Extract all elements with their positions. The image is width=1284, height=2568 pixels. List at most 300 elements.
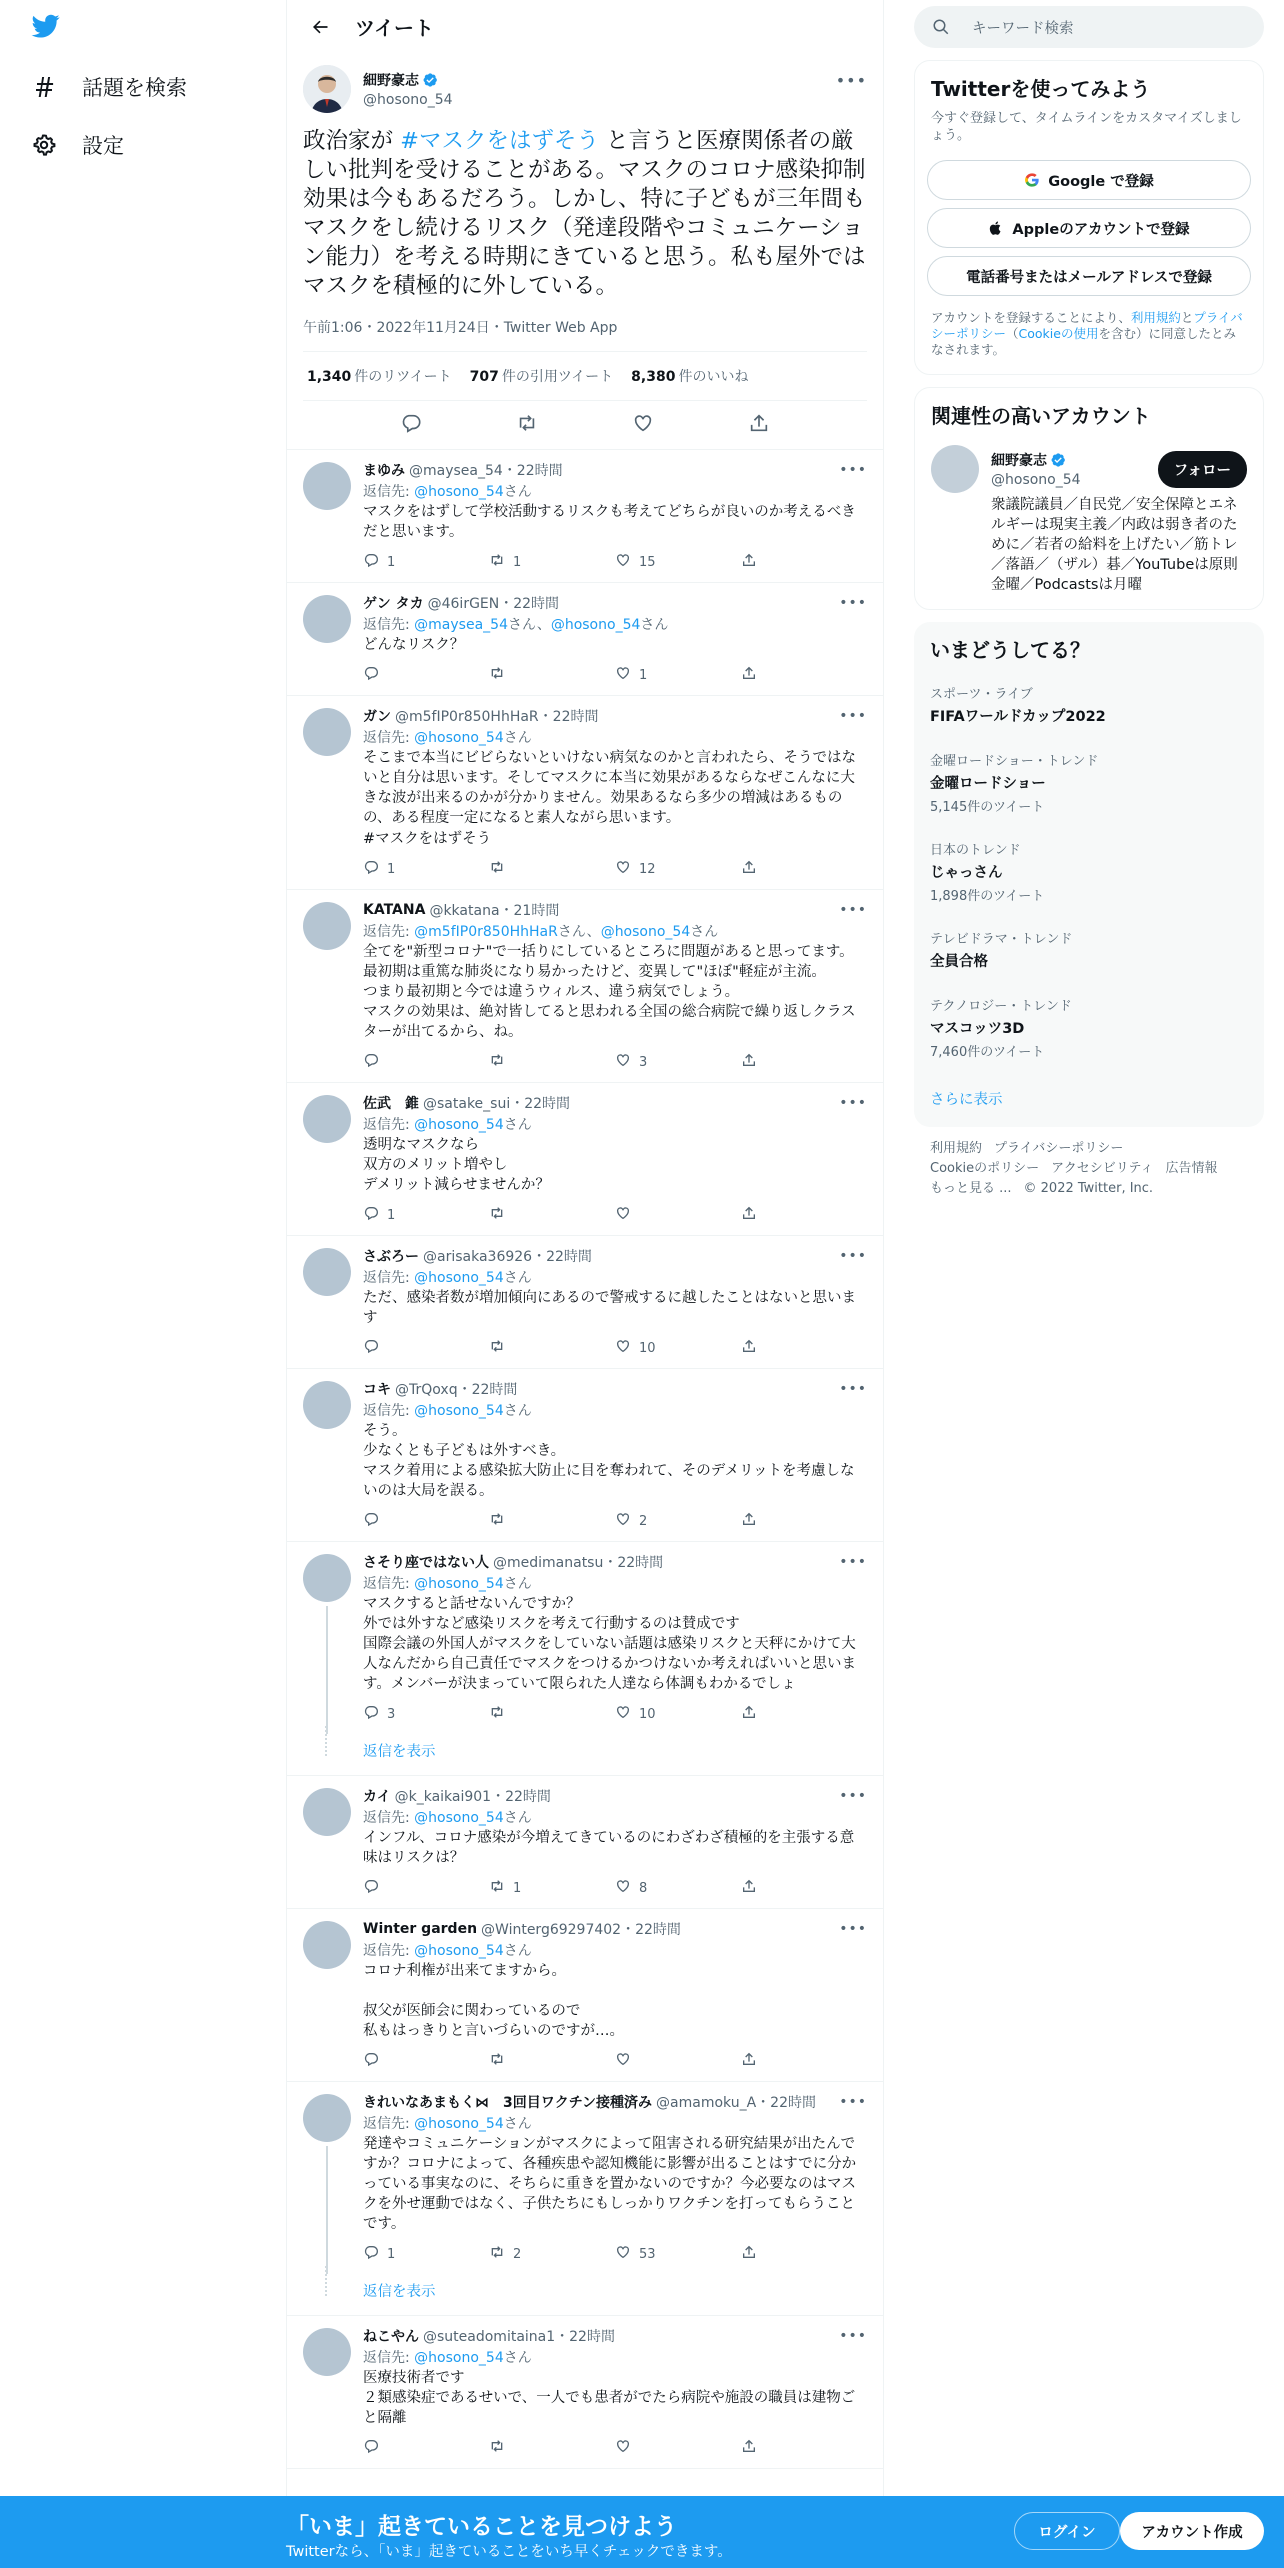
reply-count: 1: [387, 554, 396, 570]
privacy-link[interactable]: プライバシーポリシー: [931, 310, 1243, 341]
search-placeholder: キーワード検索: [972, 20, 1074, 37]
tweet-timestamp[interactable]: 午前1:06・2022年11月24日・Twitter Web App: [303, 320, 618, 336]
like-icon: [615, 1052, 639, 1072]
reply-text: 医療技術者です ２類感染症であるせいで、一人でも患者がでたら病院や施設の職員は建物ごと隔離: [363, 2370, 856, 2426]
reply-to: [363, 481, 867, 501]
reply-author-name[interactable]: まゆみ: [363, 463, 405, 479]
like-count: 10: [639, 1340, 656, 1356]
reply-count: 1: [387, 861, 396, 877]
reply-to-link[interactable]: @hosono_54: [414, 1576, 504, 1592]
page-title: ツイート: [355, 16, 434, 40]
trend-category: 金曜ロードショー・トレンド: [930, 754, 1099, 769]
reply-to-prefix: 返信先:: [363, 1576, 415, 1592]
reply-text: マスクをはずして学校活動するリスクも考えてどちらが良いのか考えるべきだと思います。: [363, 504, 856, 540]
reply-text: そこまで本当にビビらないといけない病気なのかと言われたら、そうではないと自分は思います。そしてマスクに本当に効果があるならなぜこんなに大きな波が出来るのかが分かりません。効果あるなら多少の増減はあるものの、ある程度一定になると素人ながら思います。: [363, 750, 856, 826]
share-button[interactable]: [741, 1205, 867, 1225]
hashtag-icon: [30, 73, 58, 101]
like-button[interactable]: [615, 1511, 741, 1531]
like-icon: [615, 1205, 639, 1225]
retweet-icon: [489, 552, 513, 572]
show-replies-label: 返信を表示: [363, 1744, 436, 1760]
reply-to-mid: さん、: [507, 617, 551, 633]
reply-button[interactable]: [363, 2051, 489, 2071]
apple-signup-label: Appleのアカウントで登録: [1012, 221, 1190, 238]
like-button[interactable]: [615, 1704, 741, 1724]
reply-to: [363, 1114, 867, 1134]
reply-to-prefix: 返信先:: [363, 1943, 415, 1959]
related-title: 関連性の高いアカウント: [931, 404, 1151, 428]
trend-count: 7,460件のツイート: [930, 1045, 1045, 1060]
phone-email-signup-button[interactable]: [927, 256, 1251, 296]
google-signup-label: Google で登録: [1048, 173, 1154, 190]
author-name[interactable]: [363, 70, 453, 90]
twitter-logo-icon[interactable]: [30, 12, 70, 52]
like-icon: [615, 2438, 639, 2458]
retweet-button[interactable]: [489, 1052, 615, 1072]
login-button[interactable]: ログイン: [1014, 2512, 1120, 2550]
reply-tweet[interactable]: [287, 1542, 883, 1734]
reply-text: コロナ利権が出来てますから。 叔父が医師会に関わっているので 私もはっきりと言いづらいのですが…。: [363, 1963, 624, 2039]
share-icon: [741, 552, 765, 572]
verified-badge-icon: [422, 72, 438, 88]
avatar[interactable]: [303, 2094, 351, 2142]
share-button[interactable]: [741, 2051, 867, 2071]
avatar[interactable]: [303, 1554, 351, 1602]
like-count: 2: [639, 1513, 648, 1529]
google-signup-button[interactable]: [927, 160, 1251, 200]
reply-author-name[interactable]: 佐武 錐: [363, 1096, 419, 1112]
share-button[interactable]: [741, 552, 867, 572]
more-options-icon[interactable]: •••: [839, 1554, 867, 1570]
reply-tweet[interactable]: [287, 890, 883, 1083]
trend-name: 全員合格: [930, 954, 988, 970]
reply-to-prefix: 返信先:: [363, 1117, 415, 1133]
reply-actions: [363, 2438, 867, 2458]
share-icon: [741, 1205, 765, 1225]
reply-to-link[interactable]: @hosono_54: [414, 1117, 504, 1133]
avatar[interactable]: [303, 902, 351, 950]
avatar[interactable]: [303, 708, 351, 756]
related-account[interactable]: [915, 437, 1263, 609]
reply-actions: [363, 665, 867, 685]
share-button[interactable]: [741, 859, 867, 879]
like-button[interactable]: [615, 2438, 741, 2458]
retweet-button[interactable]: [489, 2051, 615, 2071]
retweet-button[interactable]: [489, 1338, 615, 1358]
trend-name: 金曜ロードショー: [930, 776, 1046, 792]
reply-to-link[interactable]: @maysea_54: [414, 617, 508, 633]
reply-actions: [363, 552, 867, 572]
reply-to-prefix: 返信先:: [363, 2350, 415, 2366]
retweet-button[interactable]: [489, 1704, 615, 1724]
retweet-icon: [489, 2244, 513, 2264]
more-options-icon[interactable]: •••: [835, 71, 867, 90]
like-button[interactable]: [615, 552, 741, 572]
retweet-icon: [489, 665, 513, 685]
reply-text: 全てを"新型コロナ"で一括りにしているところに問題があると思ってます。 最初期は重篤な肺炎になり易かったけど、変異して"ほぼ"軽症が主流。 つまり最初期と今では違うウィルス、違う病気でしょう。 マスクの効果は、絶対皆してると思われる全国の総合病院で繰り返しクラスターが出てるから、ね。: [363, 944, 856, 1040]
share-button[interactable]: [741, 2244, 867, 2264]
cookie-link[interactable]: Cookieの使用: [1018, 326, 1099, 341]
reply-to-link[interactable]: @hosono_54: [414, 730, 504, 746]
retweet-count: 1: [513, 554, 522, 570]
reply-to-suffix: さん: [503, 2350, 532, 2366]
reply-button[interactable]: [363, 2244, 489, 2264]
like-button[interactable]: [615, 1878, 741, 1898]
reply-to-mid: さん、: [557, 924, 601, 940]
more-options-icon[interactable]: •••: [839, 462, 867, 478]
more-options-icon[interactable]: •••: [839, 2094, 867, 2110]
main-column: [286, 0, 884, 2568]
trend-item[interactable]: [914, 671, 1264, 738]
more-options-icon[interactable]: •••: [839, 1788, 867, 1804]
reply-to-link[interactable]: @m5fIP0r850HhHaR: [414, 924, 558, 940]
like-count-label: 件のいいね: [678, 369, 749, 385]
reply-to: [363, 1267, 867, 1287]
reply-to: [363, 921, 867, 941]
reply-meta: @Winterg69297402・22時間: [481, 1922, 681, 1938]
google-icon: [1024, 172, 1040, 188]
reply-tweet[interactable]: [287, 1909, 883, 2082]
show-replies-link[interactable]: [287, 2274, 883, 2316]
more-options-icon[interactable]: •••: [839, 595, 867, 611]
reply-text: どんなリスク？: [363, 637, 465, 653]
reply-author-name[interactable]: さぶろー: [363, 1249, 419, 1265]
legal-suffix: を含む）に同意したとみなされます。: [931, 326, 1236, 357]
reply-to-prefix: 返信先:: [363, 1810, 415, 1826]
reply-author-name[interactable]: きれいなあまもく⋈ 3回目ワクチン接種済み: [363, 2095, 653, 2111]
back-arrow-icon[interactable]: [303, 10, 337, 44]
share-icon: [741, 859, 765, 879]
like-count: 12: [639, 861, 656, 877]
thread-dots: [325, 2266, 327, 2296]
reply-to-suffix: さん: [503, 2116, 532, 2132]
reply-tweet[interactable]: [287, 2316, 883, 2469]
reply-text: 透明なマスクなら 双方のメリット増やし デメリット減らせませんか？: [363, 1137, 550, 1193]
like-button[interactable]: [615, 1205, 741, 1225]
avatar[interactable]: [303, 1788, 351, 1836]
reply-count: 1: [387, 2246, 396, 2262]
thread-line: [326, 1606, 328, 1734]
reply-to: [363, 1400, 867, 1420]
footer-privacy[interactable]: プライバシーポリシー: [994, 1141, 1124, 1156]
avatar[interactable]: [303, 462, 351, 510]
reply-icon: [363, 1878, 387, 1898]
legal-prefix: アカウントを登録することにより、: [931, 310, 1131, 325]
related-accounts-panel: [914, 387, 1264, 610]
reply-icon: [363, 859, 387, 879]
footer: [914, 1127, 1264, 1211]
reply-text: マスクすると話せないんですか？ 外では外すなど感染リスクを考えて行動するのは賛成です 国際会議の外国人がマスクをしていない話題は感染リスクと天秤にかけて大人なんだから自己責任でマスクをつけるかつけないか考えればいいと思います。メンバーが決まっていて限られた人達なら体調もわかるでしょ: [363, 1596, 856, 1692]
more-options-icon[interactable]: •••: [839, 902, 867, 918]
like-button[interactable]: [615, 1338, 741, 1358]
reply-to-link[interactable]: @hosono_54: [600, 924, 691, 940]
reply-to: [363, 2347, 867, 2367]
reply-to-link[interactable]: @hosono_54: [414, 1270, 504, 1286]
like-count: 8: [639, 1880, 648, 1896]
avatar[interactable]: [303, 2328, 351, 2376]
related-name[interactable]: [991, 450, 1081, 470]
retweet-button[interactable]: [489, 859, 615, 879]
like-icon: [615, 552, 639, 572]
reply-icon: [363, 2244, 387, 2264]
more-options-icon[interactable]: •••: [839, 2328, 867, 2344]
retweet-button[interactable]: [489, 1878, 615, 1898]
related-handle[interactable]: @hosono_54: [991, 472, 1081, 488]
reply-to: [363, 1807, 867, 1827]
reply-actions: [363, 1878, 867, 1898]
reply-to: [363, 727, 867, 747]
share-button[interactable]: [741, 2438, 867, 2458]
share-button[interactable]: [741, 1704, 867, 1724]
trend-item[interactable]: [914, 916, 1264, 983]
share-icon: [741, 1511, 765, 1531]
reply-meta: @k_kaikai901・22時間: [394, 1789, 551, 1805]
reply-to-link[interactable]: @hosono_54: [550, 617, 641, 633]
footer-ads[interactable]: 広告情報: [1165, 1161, 1218, 1176]
signup-legal: [915, 304, 1263, 374]
reply-actions: [363, 859, 867, 879]
reply-icon: [363, 2438, 387, 2458]
reply-button[interactable]: [363, 1511, 489, 1531]
reply-to-prefix: 返信先:: [363, 484, 415, 500]
reply-meta: @TrQoxq・22時間: [395, 1382, 518, 1398]
reply-button[interactable]: [363, 1338, 489, 1358]
signup-button[interactable]: アカウント作成: [1120, 2512, 1264, 2550]
trend-name: FIFAワールドカップ2022: [930, 709, 1106, 725]
retweet-icon: [489, 2438, 513, 2458]
reply-to-link[interactable]: @hosono_54: [414, 484, 504, 500]
reply-author-name[interactable]: ゲン タカ: [363, 596, 424, 612]
reply-tweet[interactable]: [287, 450, 883, 583]
like-button[interactable]: [615, 859, 741, 879]
like-button[interactable]: [615, 2244, 741, 2264]
footer-copyright: © 2022 Twitter, Inc.: [1023, 1181, 1154, 1196]
reply-button[interactable]: [363, 1052, 489, 1072]
replies-list: [287, 450, 883, 2469]
trend-category: テクノロジー・トレンド: [930, 999, 1072, 1014]
avatar[interactable]: [303, 1095, 351, 1143]
share-button[interactable]: [741, 1052, 867, 1072]
retweet-count: 1: [513, 1880, 522, 1896]
like-icon: [615, 665, 639, 685]
more-options-icon[interactable]: •••: [839, 708, 867, 724]
footer-more[interactable]: もっと見る ...: [930, 1181, 1012, 1196]
reply-meta: @maysea_54・22時間: [409, 463, 563, 479]
tweet-text: [303, 127, 867, 301]
retweet-count-label: 件のリツイート: [354, 369, 452, 385]
main-tweet: [287, 53, 883, 450]
bottom-signup-bar: [0, 2496, 1284, 2568]
reply-to-link[interactable]: @hosono_54: [414, 2116, 504, 2132]
apple-signup-button[interactable]: [927, 208, 1251, 248]
reply-icon: [363, 2051, 387, 2071]
retweet-icon: [489, 2051, 513, 2071]
reply-actions: [363, 1052, 867, 1072]
trend-name: マスコッツ3D: [930, 1021, 1025, 1037]
reply-meta: @medimanatsu・22時間: [493, 1555, 664, 1571]
like-icon[interactable]: [632, 412, 654, 438]
reply-to-suffix: さん: [690, 924, 719, 940]
reply-author-name[interactable]: カイ: [363, 1789, 391, 1805]
signup-subtitle: 今すぐ登録して、タイムラインをカスタマイズしましょう。: [931, 111, 1242, 143]
trend-category: スポーツ・ライブ: [930, 687, 1033, 702]
reply-tweet[interactable]: [287, 1236, 883, 1369]
like-icon: [615, 1878, 639, 1898]
share-button[interactable]: [741, 1878, 867, 1898]
retweet-button[interactable]: [489, 665, 615, 685]
hashtag-link[interactable]: #マスクをはずそう: [400, 128, 600, 154]
retweet-icon: [489, 1338, 513, 1358]
trend-category: テレビドラマ・トレンド: [930, 932, 1073, 947]
avatar[interactable]: [931, 445, 979, 493]
share-button[interactable]: [741, 1338, 867, 1358]
reply-count: 3: [387, 1706, 396, 1722]
footer-terms[interactable]: 利用規約: [930, 1141, 983, 1156]
signup-title: Twitterを使ってみよう: [931, 77, 1151, 101]
share-icon: [741, 1052, 765, 1072]
like-count[interactable]: [631, 366, 748, 386]
reply-text: ただ、感染者数が増加傾向にあるので警戒するに越したことはないと思います: [363, 1290, 856, 1326]
avatar[interactable]: [303, 1921, 351, 1969]
reply-to-suffix: さん: [503, 484, 532, 500]
reply-to-prefix: 返信先:: [363, 924, 415, 940]
reply-to-suffix: さん: [503, 1117, 532, 1133]
trend-item[interactable]: [914, 827, 1264, 916]
reply-button[interactable]: [363, 1704, 489, 1724]
reply-author-name[interactable]: KATANA: [363, 902, 426, 918]
reply-to-prefix: 返信先:: [363, 2116, 415, 2132]
avatar[interactable]: [303, 1248, 351, 1296]
reply-tweet[interactable]: [287, 696, 883, 890]
trends-show-more[interactable]: さらに表示: [930, 1092, 1003, 1108]
reply-actions: [363, 1704, 867, 1724]
like-button[interactable]: [615, 665, 741, 685]
reply-button[interactable]: [363, 1205, 489, 1225]
reply-button[interactable]: [363, 859, 489, 879]
more-options-icon[interactable]: •••: [839, 1381, 867, 1397]
reply-author-name[interactable]: ねこやん: [363, 2329, 419, 2345]
gear-icon: [30, 131, 58, 159]
reply-button[interactable]: [363, 665, 489, 685]
like-count: 53: [639, 2246, 656, 2262]
trend-item[interactable]: [914, 983, 1264, 1072]
reply-button[interactable]: [363, 552, 489, 572]
reply-to-link[interactable]: @hosono_54: [414, 1403, 504, 1419]
share-icon: [741, 2244, 765, 2264]
reply-tweet[interactable]: [287, 583, 883, 696]
retweet-button[interactable]: [489, 2438, 615, 2458]
like-icon: [615, 2244, 639, 2264]
reply-to-link[interactable]: @hosono_54: [414, 1810, 504, 1826]
reply-meta: @suteadomitaina1・22時間: [423, 2329, 615, 2345]
reply-to-link[interactable]: @hosono_54: [414, 2350, 504, 2366]
reply-to-suffix: さん: [503, 1576, 532, 1592]
retweet-button[interactable]: [489, 2244, 615, 2264]
reply-button[interactable]: [363, 1878, 489, 1898]
retweet-icon[interactable]: [516, 412, 538, 438]
reply-text: そう。 少なくとも子どもは外すべき。 マスク着用による感染拡大防止に目を奪われて、そのデメリットを考慮しないのは大局を誤る。: [363, 1423, 855, 1499]
show-replies-link[interactable]: [287, 1734, 883, 1776]
reply-meta: @kkatana・21時間: [429, 903, 560, 919]
reply-author-name[interactable]: さそり座ではない人: [363, 1555, 489, 1571]
like-button[interactable]: [615, 2051, 741, 2071]
reply-tweet[interactable]: [287, 2082, 883, 2274]
reply-author-name[interactable]: Winter garden: [363, 1921, 478, 1937]
footer-accessibility[interactable]: アクセシビリティ: [1051, 1161, 1154, 1176]
reply-icon: [363, 665, 387, 685]
nav-explore[interactable]: [30, 65, 187, 109]
reply-to-suffix: さん: [640, 617, 669, 633]
retweet-button[interactable]: [489, 1205, 615, 1225]
reply-to-suffix: さん: [503, 730, 532, 746]
trend-category: 日本のトレンド: [930, 843, 1021, 858]
reply-to-suffix: さん: [503, 1270, 532, 1286]
retweet-count[interactable]: [307, 366, 452, 386]
retweet-count-value: 1,340: [307, 369, 352, 385]
nav-settings[interactable]: [30, 123, 124, 167]
reply-author-name[interactable]: ガン: [363, 709, 391, 725]
like-button[interactable]: [615, 1052, 741, 1072]
footer-cookie[interactable]: Cookieのポリシー: [930, 1161, 1040, 1176]
reply-tweet[interactable]: [287, 1776, 883, 1909]
retweet-button[interactable]: [489, 1511, 615, 1531]
author-handle[interactable]: @hosono_54: [363, 92, 453, 108]
reply-tweet[interactable]: [287, 1083, 883, 1236]
follow-button[interactable]: フォロー: [1158, 451, 1247, 488]
hashtag-link[interactable]: #マスクをはずそう: [363, 831, 492, 847]
page-header: [287, 0, 883, 53]
retweet-button[interactable]: [489, 552, 615, 572]
quote-count-label: 件の引用ツイート: [501, 369, 614, 385]
reply-author-name[interactable]: コキ: [363, 1382, 391, 1398]
share-icon[interactable]: [748, 412, 770, 438]
related-name-text: 細野豪志: [991, 453, 1047, 469]
reply-to-suffix: さん: [503, 1403, 532, 1419]
like-count: 10: [639, 1706, 656, 1722]
nav-explore-label: 話題を検索: [82, 76, 187, 100]
signup-panel: [914, 60, 1264, 375]
tweet-text-suffix: と言うと医療関係者の厳しい批判を受けることがある。マスクのコロナ感染抑制効果は今もあるだろう。しかし、特に子どもが三年間もマスクをし続けるリスク（発達段階やコミュニケーション能力）を考える時期にきていると思う。私も屋外ではマスクを積極的に外している。: [303, 128, 866, 299]
right-sidebar: [914, 0, 1264, 1211]
reply-to-suffix: さん: [503, 1810, 532, 1826]
avatar[interactable]: [303, 595, 351, 643]
reply-to: [363, 1940, 867, 1960]
trend-item[interactable]: [914, 738, 1264, 827]
reply-button[interactable]: [363, 2438, 489, 2458]
reply-tweet[interactable]: [287, 1369, 883, 1542]
more-options-icon[interactable]: •••: [839, 1248, 867, 1264]
reply-icon: [363, 552, 387, 572]
share-button[interactable]: [741, 1511, 867, 1531]
reply-icon[interactable]: [400, 412, 422, 438]
reply-count: 1: [387, 1207, 396, 1223]
avatar[interactable]: [303, 65, 351, 113]
reply-to-link[interactable]: @hosono_54: [414, 1943, 504, 1959]
more-options-icon[interactable]: •••: [839, 1921, 867, 1937]
reply-actions: [363, 2244, 867, 2264]
retweet-icon: [489, 1052, 513, 1072]
avatar[interactable]: [303, 1381, 351, 1429]
search-input[interactable]: [914, 6, 1264, 48]
more-options-icon[interactable]: •••: [839, 1095, 867, 1111]
terms-link[interactable]: 利用規約: [1130, 310, 1181, 325]
quote-count[interactable]: [470, 366, 614, 386]
reply-icon: [363, 1338, 387, 1358]
like-icon: [615, 1511, 639, 1531]
reply-to-suffix: さん: [503, 1943, 532, 1959]
share-button[interactable]: [741, 665, 867, 685]
reply-to: [363, 2113, 867, 2133]
